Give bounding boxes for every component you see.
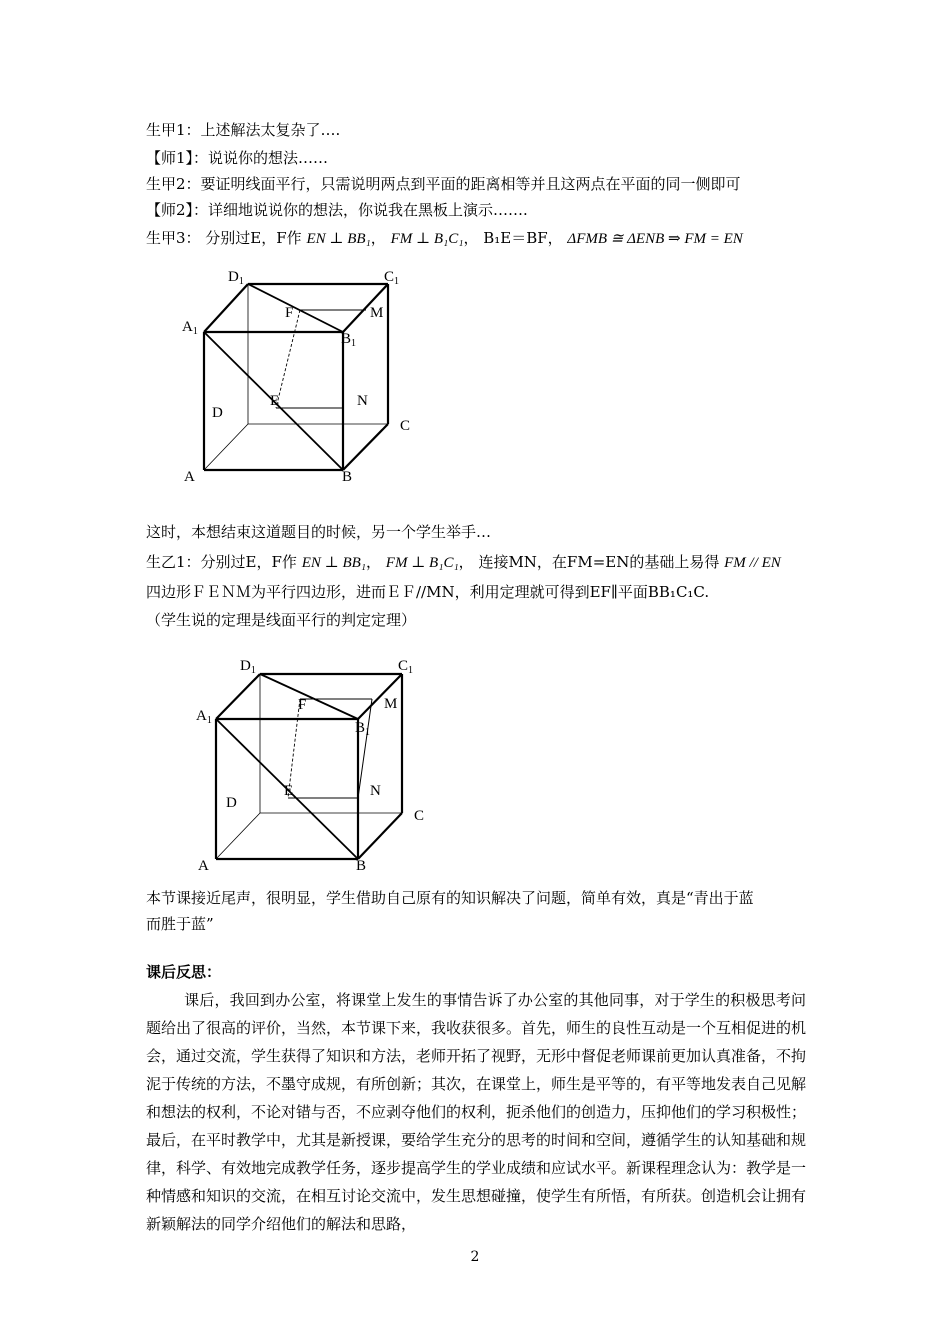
label2-b: B <box>356 858 367 874</box>
label2-b1: $B_1$ <box>355 720 371 738</box>
dialogue-line-2: 【师1】：说说你的想法…… <box>146 149 329 167</box>
reflection-text: 课后，我回到办公室，将课堂上发生的事情告诉了办公室的其他同事，对于学生的积极思考问题给出了很高的评价，当然，本节课下来，我收获很多。首先，师生的良性互动是一个互相促进的机会，通过交流，学生获得了知识和方法，老师开拓了视野，无形中督促老师课前更加认真准备，不拘泥于传统的方法，不墨守成规，有所创新；其次，在课堂上，师生是平等的，有平等地发表自己见解和想法的权利，不论对错与否，不应剥夺他们的权利，扼杀他们的创造力，压抑他们的学习积极性；最后，在平时教学中，尤其是新授课，要给学生充分的思考的时间和空间，遵循学生的认知基础和规律，科学、有效地完成教学任务，逐步提高学生的学业成绩和应试水平。新课程理念认为：教学是一种情感和知识的交流，在相互讨论交流中，发生思想碰撞，使学生有所悟，有所获。创造机会让拥有新颖解法的同学介绍他们的解法和思路， <box>146 991 807 1233</box>
dialogue-line-1: 生甲1：上述解法太复杂了…. <box>146 121 341 139</box>
label-f: F <box>285 305 294 321</box>
label2-c: C <box>414 808 425 824</box>
label2-m: M <box>384 696 398 712</box>
label2-d1: $D_1$ <box>240 658 256 676</box>
reflection-heading: 课后反思： <box>146 963 222 981</box>
line5-math-2: FM ⊥ B₁C₁ <box>390 231 464 247</box>
conclusion-line-1: 本节课接近尾声，很明显，学生借助自己原有的知识解决了问题，简单有效，真是“青出于蓝 <box>146 889 754 907</box>
edge-ad <box>204 424 248 470</box>
label2-d: D <box>226 795 237 811</box>
dialogue-line-3: 生甲2：要证明线面平行，只需说明两点到平面的距离相等并且这两点在平面的同一侧即可 <box>146 175 741 193</box>
edge-a1d1 <box>204 284 248 332</box>
label-d1: $D_1$ <box>228 269 244 287</box>
conclusion-line-2: 而胜于蓝” <box>146 915 214 933</box>
label-b: B <box>342 469 353 485</box>
cube-figure-2 <box>216 674 402 859</box>
label-d: D <box>212 405 223 421</box>
dialogue-line-8: 四边形ＦＥＮＭ为平行四边形，进而ＥＦ//MN，利用定理就可得到EF∥平面BB₁C₁C. <box>146 583 710 601</box>
label-n: N <box>357 393 368 409</box>
label-a1: $A_1$ <box>182 319 198 337</box>
edge-bc <box>343 424 388 470</box>
dialogue-line-4: 【师2】：详细地说说你的想法，你说我在黑板上演示……. <box>146 201 528 219</box>
label2-f: F <box>298 697 307 713</box>
dialogue-line-5: 生甲3： 分别过E，F作 EN ⊥ BB₁， FM ⊥ B₁C₁， B₁E＝BF， ΔFMB ≅ ΔENB ⇒ FM = EN <box>146 229 743 247</box>
page-number: 2 <box>470 1249 480 1265</box>
reflection-paragraph <box>146 986 806 1238</box>
note-line: （学生说的定理是线面平行的判定定理） <box>146 611 417 629</box>
line5-math-3: ΔFMB ≅ ΔENB ⇒ FM = EN <box>567 231 743 247</box>
label-e: E <box>270 393 280 409</box>
label-b1: $B_1$ <box>341 331 357 349</box>
diagonal-d1b1 <box>248 284 343 332</box>
diagonal2-d1b1 <box>260 674 358 719</box>
narration-line-1: 这时，本想结束这道题目的时候，另一个学生举手… <box>146 523 492 541</box>
edge2-bc <box>358 813 402 859</box>
line7-math-1: EN ⊥ BB₁ <box>301 555 367 571</box>
line5-prefix: 生甲3： 分别过E，F作 <box>146 229 302 247</box>
line7-prefix: 生乙1：分别过E，F作 <box>146 553 297 571</box>
label-c1: $C_1$ <box>384 269 400 287</box>
label2-a1: $A_1$ <box>196 708 212 726</box>
line7-math-3: FM // EN <box>724 555 781 571</box>
label2-e: E <box>284 783 294 799</box>
edge2-ad <box>216 813 260 859</box>
line5-text-2: B₁E＝BF， <box>483 229 563 247</box>
label2-n: N <box>370 783 381 799</box>
label-m: M <box>370 305 384 321</box>
segment-fe <box>276 310 300 408</box>
label2-c1: $C_1$ <box>398 658 414 676</box>
label2-a: A <box>198 858 209 874</box>
label-c: C <box>400 418 411 434</box>
dialogue-line-7: 生乙1：分别过E，F作 EN ⊥ BB₁， FM ⊥ B₁C₁， 连接MN，在FM=EN的基础上易得 FM // EN <box>146 553 781 571</box>
line5-math-1: EN ⊥ BB₁ <box>306 231 371 247</box>
label-a: A <box>184 469 195 485</box>
edge2-a1d1 <box>216 674 260 719</box>
line7-text-2: 连接MN，在FM=EN的基础上易得 <box>478 553 720 571</box>
line7-math-2: FM ⊥ B₁C₁ <box>385 555 459 571</box>
